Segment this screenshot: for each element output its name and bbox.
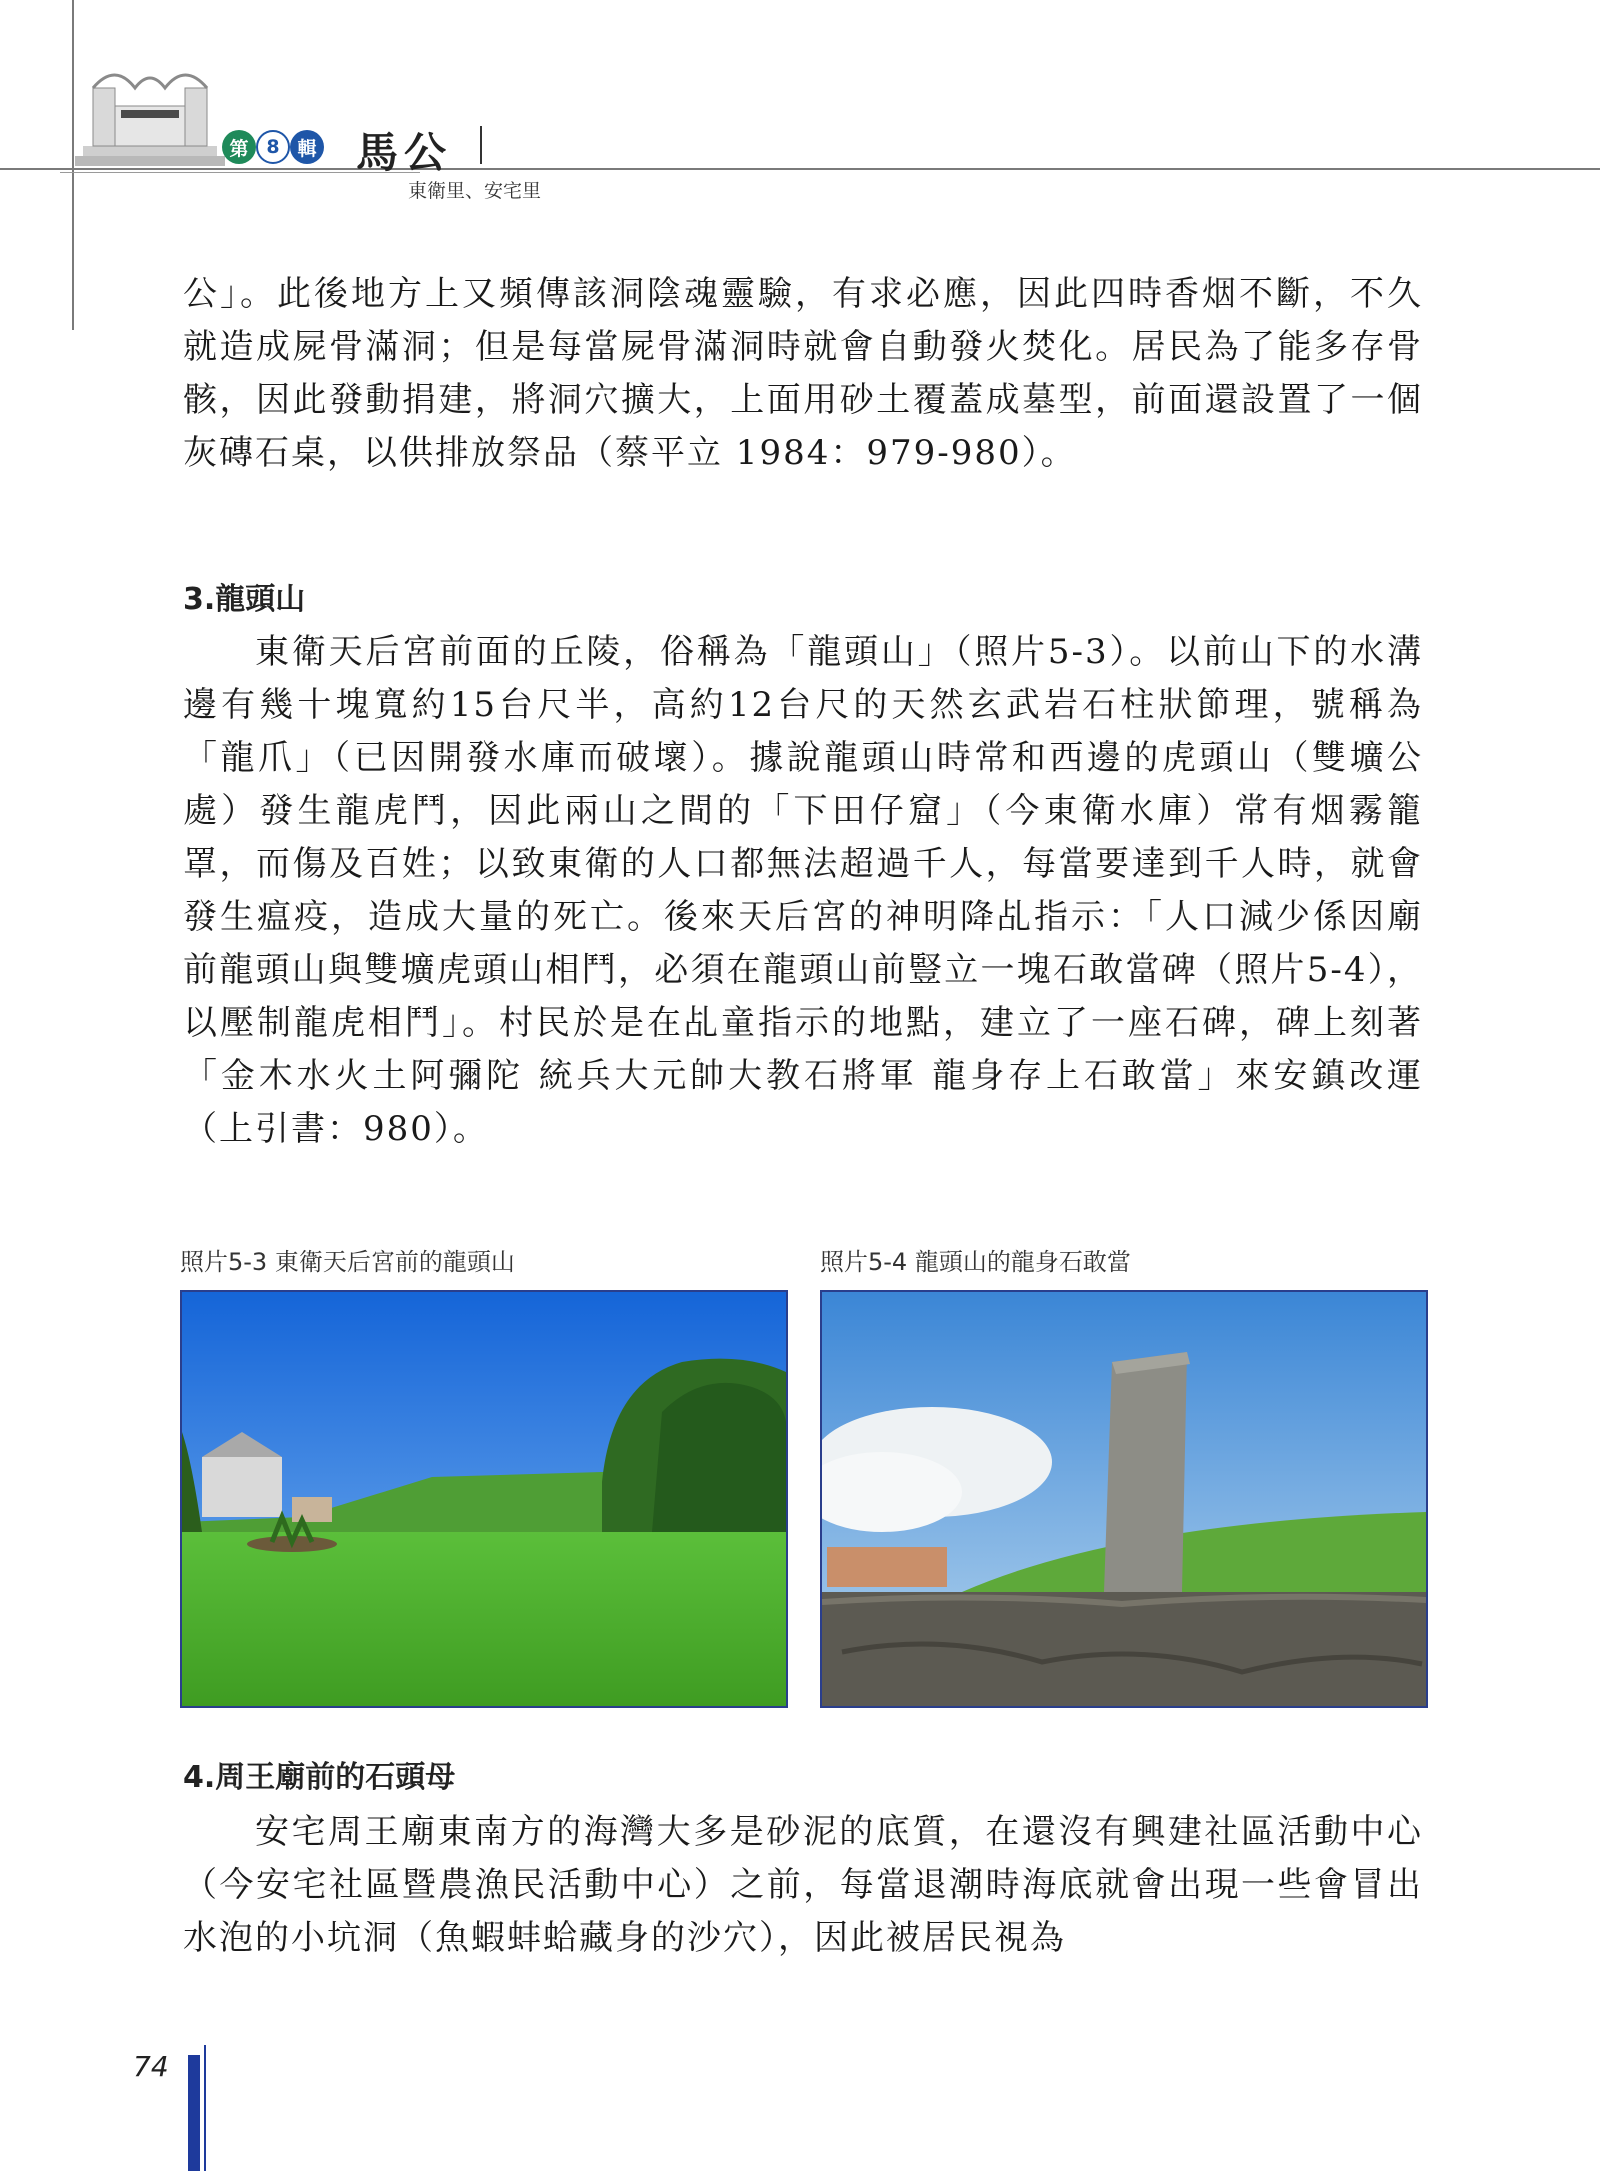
header-vertical-rule: [72, 0, 74, 330]
footer-bar: [188, 2055, 200, 2171]
section-heading-4: 4.周王廟前的石頭母: [183, 1760, 456, 1795]
paragraph-2: 東衛天后宮前面的丘陵，俗稱為「龍頭山」（照片5-3）。以前山下的水溝邊有幾十塊寬約15台尺半，高約12台尺的天然玄武岩石柱狀節理，號稱為「龍爪」（已因開發水庫而破壞）。據說龍頭山時常和西邊的虎頭山（雙壙公處）發生龍虎鬥，因此兩山之間的「下田仔窟」（今東衛水庫）常有烟霧籠罩，而傷及百姓；以致東衛的人口都無法超過千人，每當要達到千人時，就會發生瘟疫，造成大量的死亡。後來天后宮的神明降乩指示：「人口減少係因廟前龍頭山與雙壙虎頭山相鬥，必須在龍頭山前豎立一塊石敢當碑（照片5-4），以壓制龍虎相鬥」。村民於是在乩童指示的地點，建立了一座石碑，碑上刻著「金木水火土阿彌陀 統兵大元帥大教石將軍 龍身存上石敢當」來安鎮改運（上引書：980）。: [183, 632, 1423, 1149]
series-suffix: 輯: [290, 130, 324, 164]
footer-line: [204, 2045, 206, 2171]
paragraph-1: 公」。此後地方上又頻傳該洞陰魂靈驗，有求必應，因此四時香烟不斷，不久就造成屍骨滿洞；但是每當屍骨滿洞時就會自動發火焚化。居民為了能多存骨骸，因此發動捐建，將洞穴擴大，上面用砂土覆蓋成墓型，前面還設置了一個灰磚石桌，以供排放祭品（蔡平立 1984：979-980）。: [183, 274, 1423, 473]
series-badge: [222, 130, 324, 164]
page-number: 74: [133, 2050, 169, 2083]
section-heading-3: 3.龍頭山: [183, 582, 306, 617]
brand-divider: [480, 126, 482, 164]
photo-stone-tablet: [820, 1290, 1428, 1708]
series-number: 8: [256, 130, 290, 164]
photo-caption-2: 照片5-4 龍頭山的龍身石敢當: [820, 1248, 1131, 1276]
header-horizontal-rule: [0, 168, 1600, 170]
series-prefix: 第: [222, 130, 256, 164]
photo-caption-1: 照片5-3 東衛天后宮前的龍頭山: [180, 1248, 515, 1276]
photo-dragon-head-hill: [180, 1290, 788, 1708]
paragraph-3: 安宅周王廟東南方的海灣大多是砂泥的底質，在還沒有興建社區活動中心（今安宅社區暨農漁民活動中心）之前，每當退潮時海底就會出現一些會冒出水泡的小坑洞（魚蝦蚌蛤藏身的沙穴），因此被居民視為: [183, 1812, 1423, 1958]
brand-title: 馬公: [356, 128, 453, 177]
monument-logo-icon: [75, 58, 225, 170]
header-subtitle: 東衛里、安宅里: [408, 180, 542, 202]
